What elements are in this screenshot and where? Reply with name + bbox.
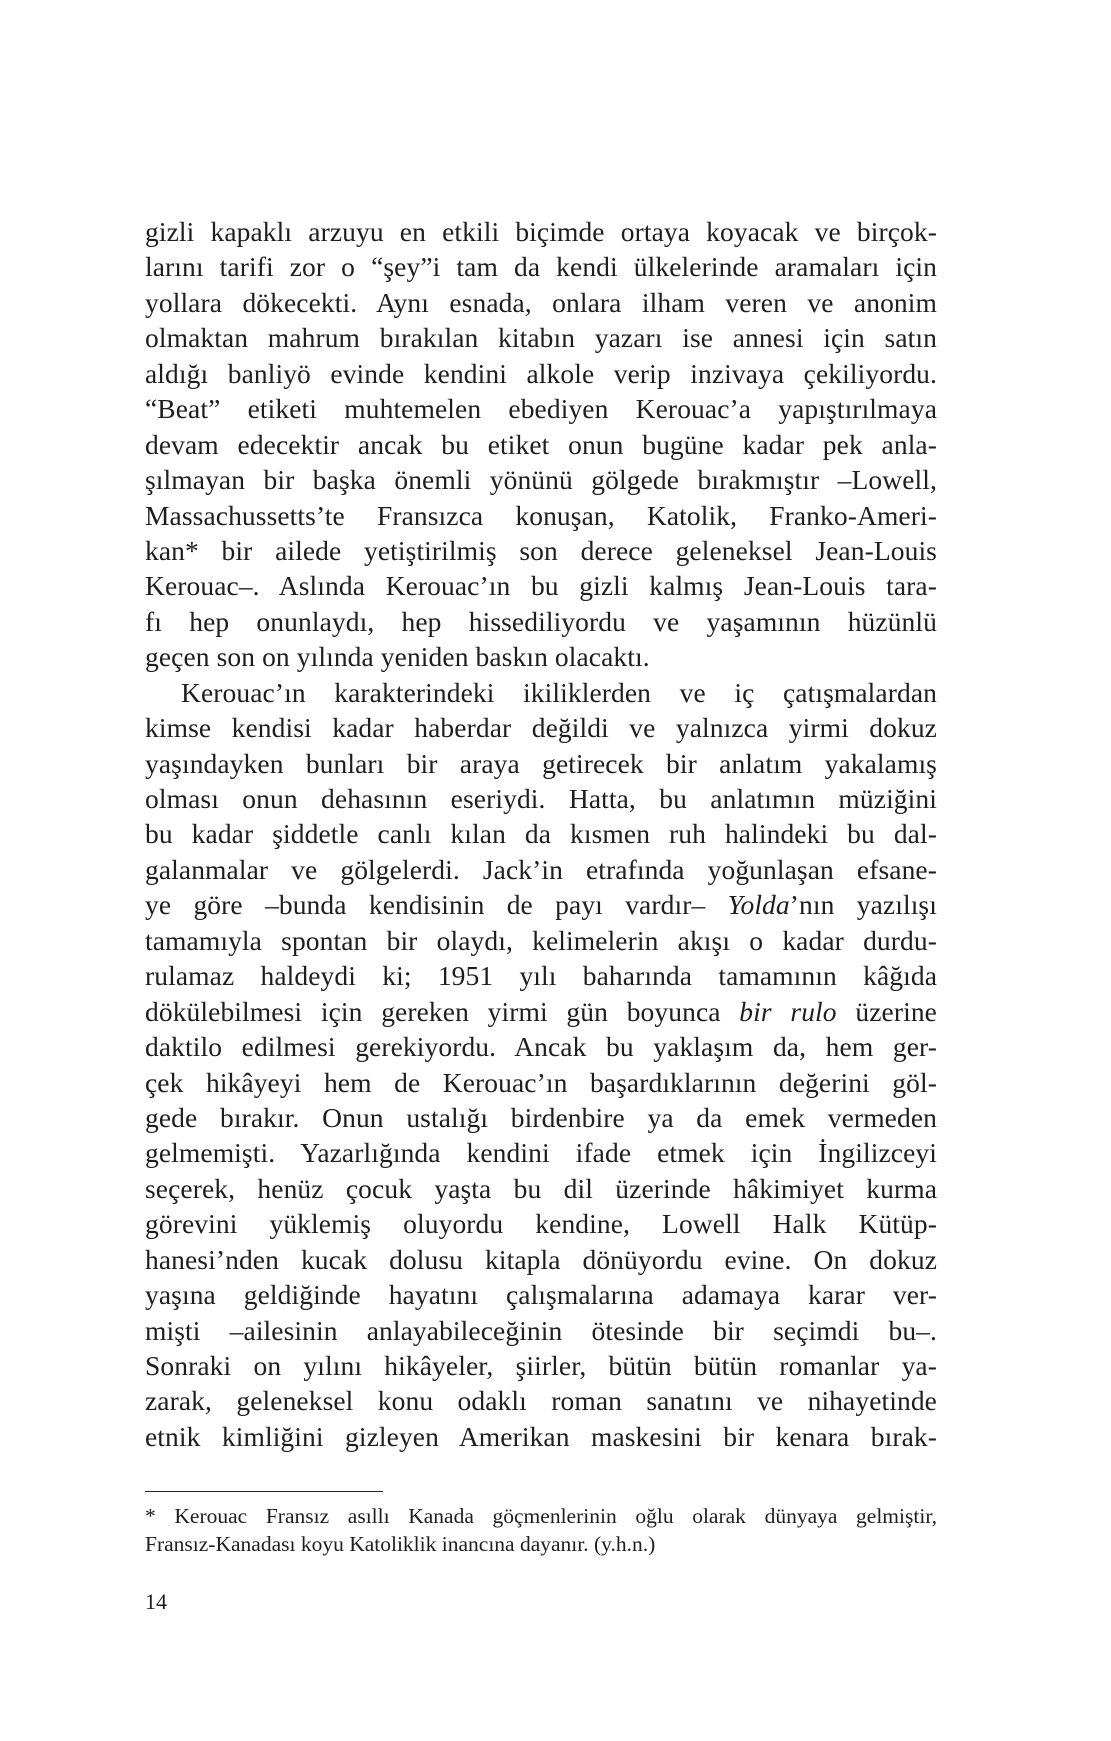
- body-line: bu kadar şiddetle canlı kılan da kısmen ruh halindeki bu dal-: [145, 818, 937, 850]
- body-text: dökülebilmesi için gereken yirmi gün boyunca: [145, 995, 740, 1027]
- body-line: “Beat” etiketi muhtemelen ebediyen Kerouac’a yapıştırılmaya: [145, 393, 937, 425]
- body-line: aldığı banliyö evinde kendini alkole verip inzivaya çekiliyordu.: [145, 357, 937, 389]
- body-line: daktilo edilmesi gerekiyordu. Ancak bu yaklaşım da, hem ger-: [145, 1031, 937, 1063]
- body-line: gizli kapaklı arzuyu en etkili biçimde ortaya koyacak ve birçok-: [145, 216, 937, 247]
- footnote: [145, 1502, 937, 1558]
- page-number: 14: [145, 1589, 167, 1614]
- body-line-paragraph-end: geçen son on yılında yeniden baskın olacaktı.: [145, 641, 650, 673]
- body-line: tamamıyla spontan bir olaydı, kelimelerin akışı o kadar durdu-: [145, 924, 937, 956]
- body-line: zarak, geleneksel konu odaklı roman sanatını ve nihayetinde: [145, 1385, 937, 1417]
- body-line: yaşındayken bunları bir araya getirecek bir anlatım yakalamış: [145, 747, 937, 779]
- body-line: çek hikâyeyi hem de Kerouac’ın başardıklarının değerini göl-: [145, 1066, 937, 1098]
- footnote-divider: [145, 1491, 383, 1492]
- body-line: [145, 994, 937, 1029]
- body-line: mişti –ailesinin anlayabileceğinin ötesinde bir seçimdi bu–.: [145, 1314, 937, 1346]
- body-line: Sonraki on yılını hikâyeler, şiirler, bütün bütün romanlar ya-: [145, 1350, 937, 1381]
- book-title-italic: Yolda: [727, 889, 790, 921]
- book-page-body: [145, 214, 937, 1454]
- body-line: seçerek, henüz çocuk yaşta bu dil üzerinde hâkimiyet kurma: [145, 1172, 937, 1204]
- body-line: rulamaz haldeydi ki; 1951 yılı baharında tamamının kâğıda: [145, 960, 937, 992]
- body-line: yollara dökecekti. Aynı esnada, onlara ilham veren ve anonim: [145, 286, 937, 318]
- body-line: gelmemişti. Yazarlığında kendini ifade etmek için İngilizceyi: [145, 1137, 937, 1169]
- body-line: kimse kendisi kadar haberdar değildi ve yalnızca yirmi dokuz: [145, 712, 937, 744]
- body-line: kan* bir ailede yetiştirilmiş son derece geleneksel Jean-Louis: [145, 534, 937, 566]
- body-line: fı hep onunlaydı, hep hissediliyordu ve yaşamının hüzünlü: [145, 605, 937, 637]
- body-line: devam edecektir ancak bu etiket onun bugüne kadar pek anla-: [145, 428, 937, 460]
- body-text: ’nın yazılışı: [789, 889, 937, 921]
- body-line: hanesi’nden kucak dolusu kitapla dönüyordu evine. On dokuz: [145, 1243, 937, 1275]
- body-line: etnik kimliğini gizleyen Amerikan maskesini bir kenara bırak-: [145, 1420, 937, 1452]
- body-line: yaşına geldiğinde hayatını çalışmalarına adamaya karar ver-: [145, 1279, 937, 1311]
- body-line: şılmayan bir başka önemli yönünü gölgede bırakmıştır –Lowell,: [145, 464, 937, 496]
- footnote-line: * Kerouac Fransız asıllı Kanada göçmenlerinin oğlu olarak dünyaya gelmiştir,: [145, 1504, 937, 1528]
- body-line: Massachussetts’te Fransızca konuşan, Katolik, Franko-Ameri-: [145, 499, 937, 531]
- body-text: üzerine: [836, 995, 937, 1027]
- body-text: ye göre –bunda kendisinin de payı vardır–: [145, 889, 728, 921]
- body-line: larını tarifi zor o “şey”i tam da kendi ülkelerinde aramaları için: [145, 251, 937, 283]
- body-line: olması onun dehasının eseriydi. Hatta, bu anlatımın müziğini: [145, 783, 937, 814]
- body-line: olmaktan mahrum bırakılan kitabın yazarı ise annesi için satın: [145, 322, 937, 354]
- body-line: gede bırakır. Onun ustalığı birdenbire ya da emek vermeden: [145, 1101, 937, 1133]
- footnote-line: Fransız-Kanadası koyu Katoliklik inancına dayanır. (y.h.n.): [145, 1532, 656, 1556]
- body-line: galanmalar ve gölgelerdi. Jack’in etrafında yoğunlaşan efsane-: [145, 853, 937, 885]
- body-line-paragraph-start: Kerouac’ın karakterindeki ikiliklerden ve iç çatışmalardan: [181, 676, 937, 708]
- body-line: görevini yüklemiş oluyordu kendine, Lowell Halk Kütüp-: [145, 1208, 937, 1240]
- emphasis-italic: bir rulo: [739, 995, 837, 1027]
- body-line: [145, 887, 937, 922]
- body-line: Kerouac–. Aslında Kerouac’ın bu gizli kalmış Jean-Louis tara-: [145, 570, 937, 602]
